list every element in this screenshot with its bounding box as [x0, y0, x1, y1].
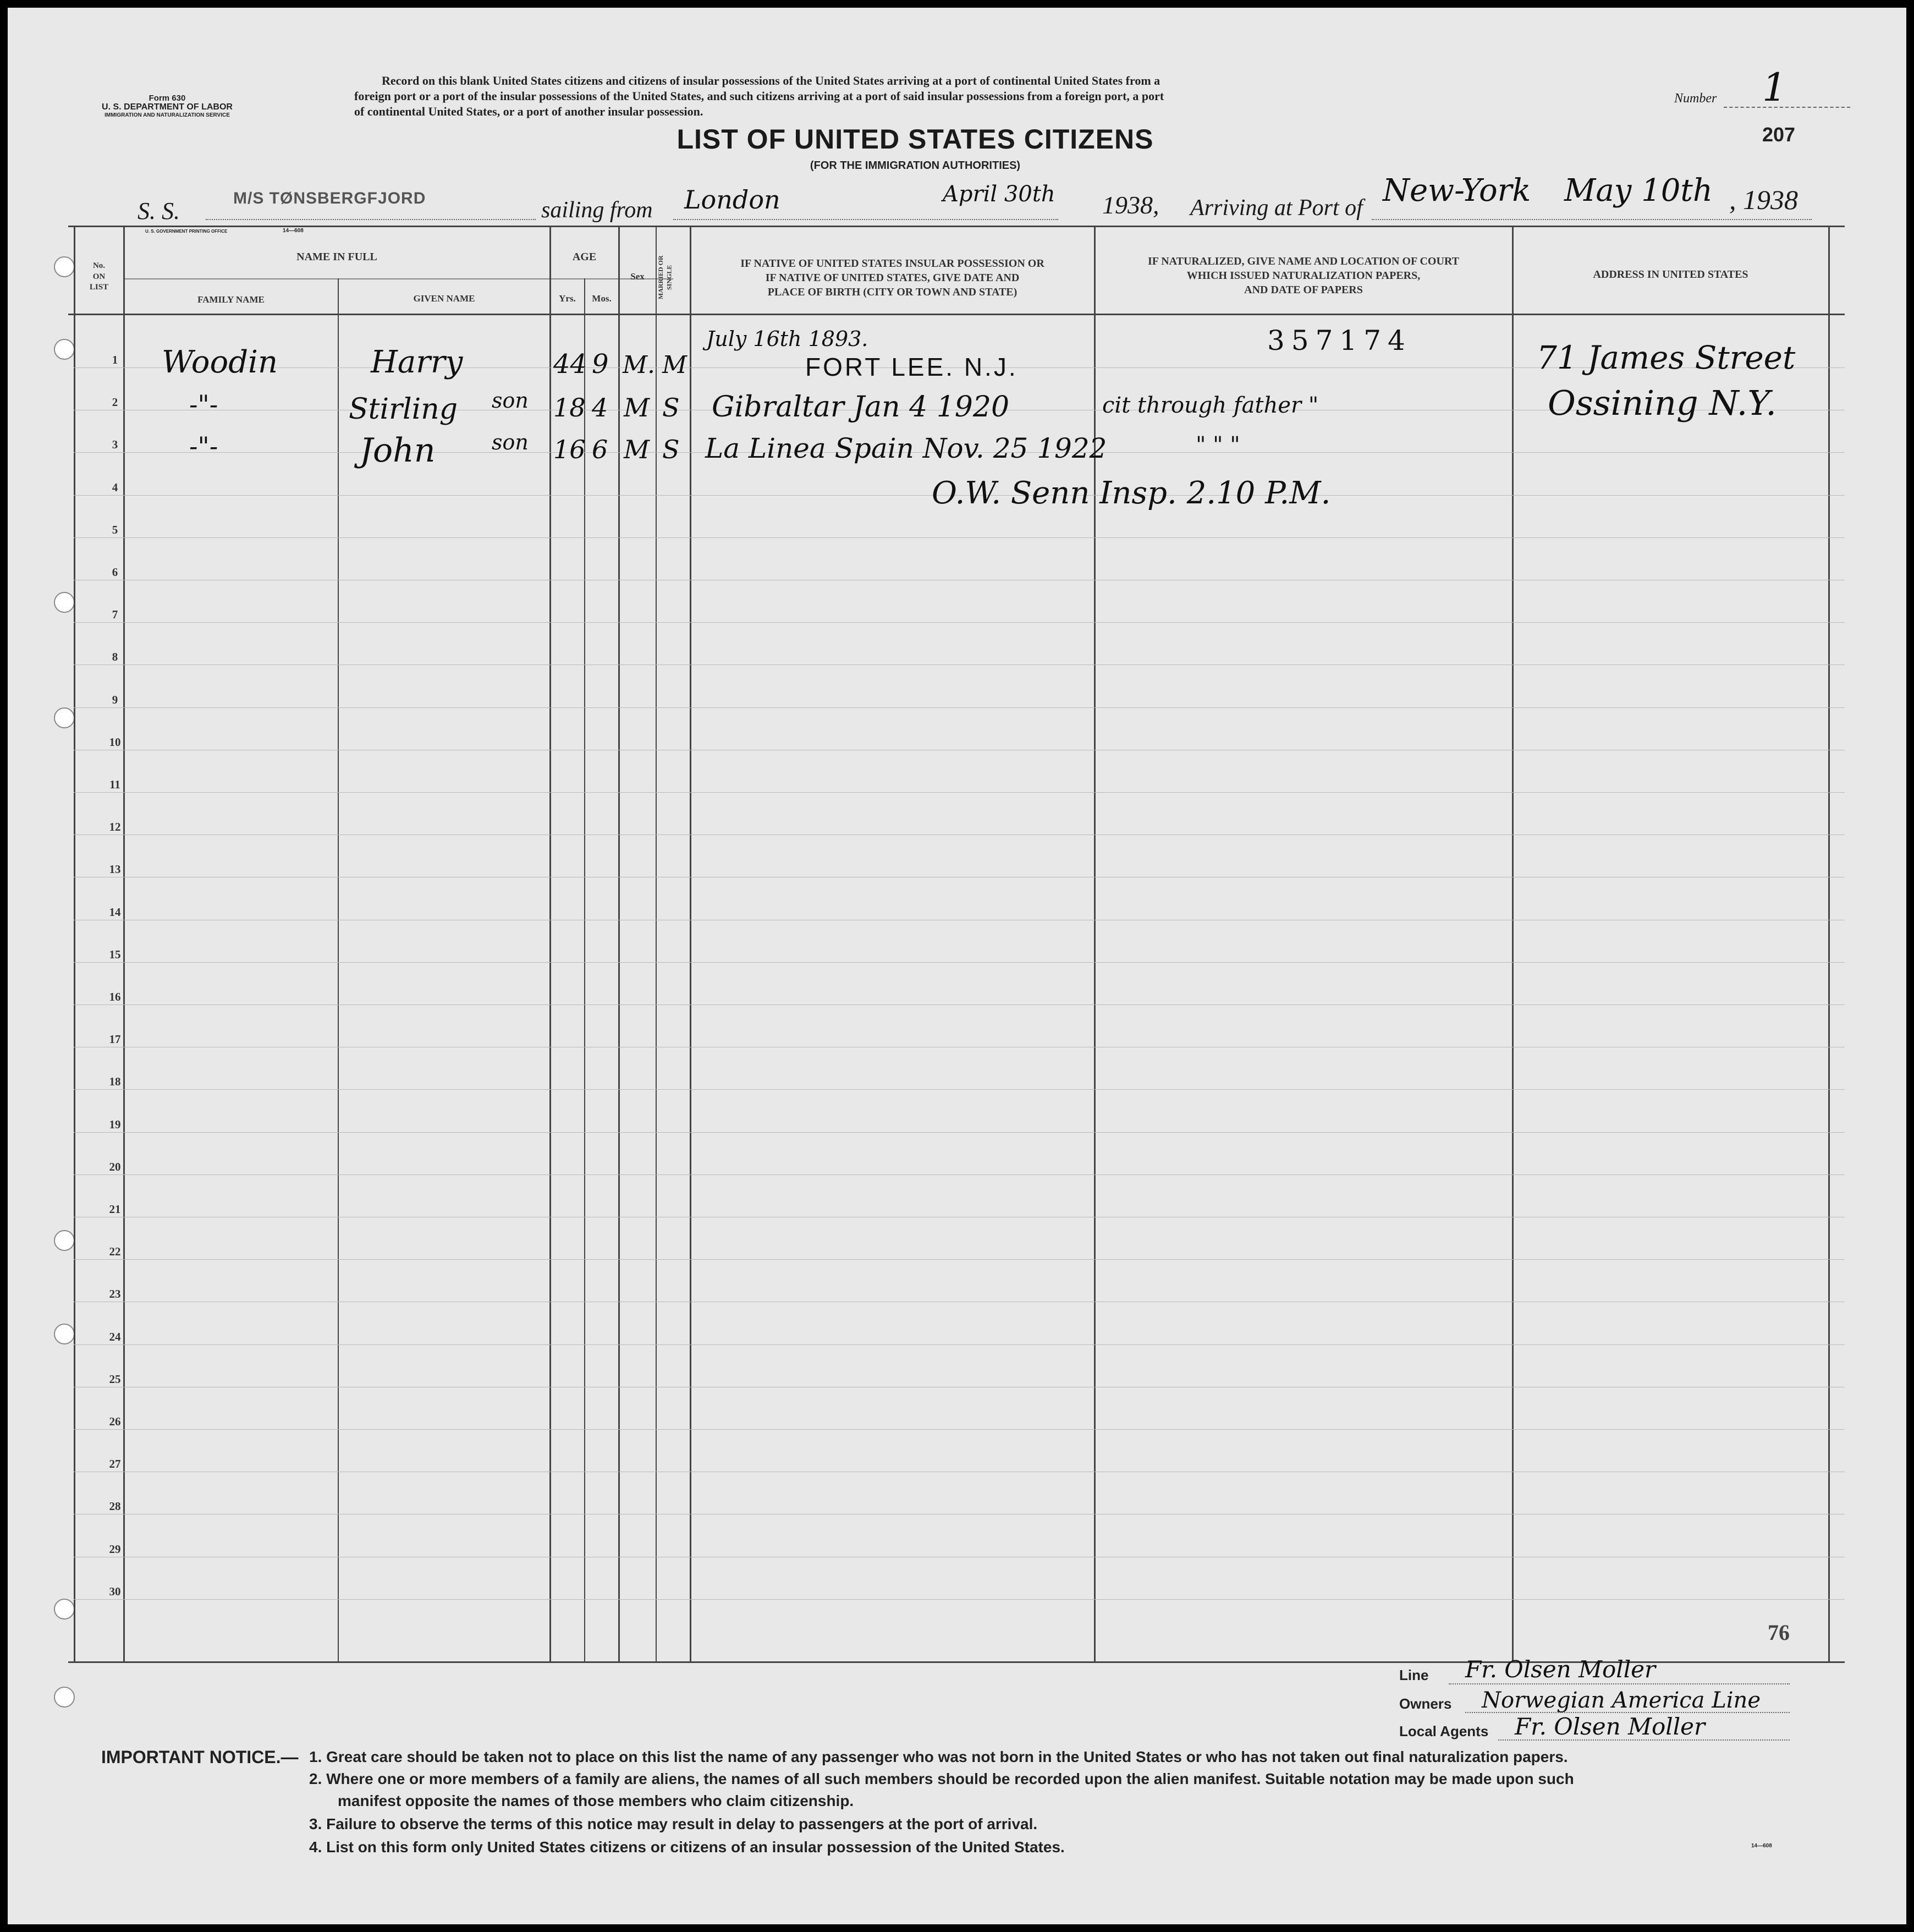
entry-1-mos: 9 — [592, 349, 609, 380]
row-number: 8 — [112, 650, 118, 664]
instruction-line-3: of continental United States, or a port of another insular possession. — [354, 105, 703, 118]
punch-hole — [54, 1599, 75, 1620]
row-number: 24 — [109, 1330, 121, 1343]
sailing-from-port: London — [684, 185, 780, 215]
row-rule — [74, 1599, 1845, 1600]
row-number: 28 — [109, 1500, 121, 1513]
arriving-label: Arriving at Port of — [1190, 195, 1363, 221]
entry-3-naturalized: " " " — [1196, 432, 1240, 458]
row-rule — [74, 537, 1845, 538]
arrival-year: , 1938 — [1729, 184, 1798, 215]
row-number: 27 — [109, 1457, 121, 1471]
entry-1-family: Woodin — [162, 344, 278, 380]
row-number: 30 — [109, 1584, 121, 1598]
notice-item-1: 1. Great care should be taken not to place on this list the name of any passenger who was not born in the United States or who has not taken out final naturalization papers. — [309, 1748, 1568, 1765]
row-number: 1 — [112, 353, 118, 366]
row-rule — [74, 962, 1845, 963]
entry-1-married: M — [662, 351, 688, 379]
row-number: 23 — [109, 1287, 121, 1301]
entry-2-married: S — [662, 393, 680, 422]
col-header-sex: Sex — [630, 271, 645, 282]
row-number: 29 — [109, 1542, 121, 1556]
notice-item-3: 3. Failure to observe the terms of this notice may result in delay to passengers at the port of arrival. — [309, 1815, 1038, 1832]
row-number: 14 — [109, 905, 121, 919]
punch-hole — [54, 1230, 75, 1251]
entry-1-naturalized: 357174 — [1267, 325, 1412, 356]
col-header-yrs: Yrs. — [559, 293, 576, 304]
row-number: 19 — [109, 1117, 121, 1131]
notice-item-2a: 2. Where one or more members of a family are aliens, the names of all such members should be recorded upon the alien manifest. Suitable notation may be made upon such — [309, 1770, 1574, 1787]
row-rule — [74, 707, 1845, 708]
entry-1-yrs: 44 — [553, 349, 587, 380]
col-header-given-name: GIVEN NAME — [413, 293, 475, 304]
col-header-address: ADDRESS IN UNITED STATES — [1593, 268, 1748, 281]
arrival-year-text: 1938 — [1743, 184, 1798, 215]
entry-2-naturalized: cit through father " — [1102, 393, 1319, 418]
row-rule — [74, 1132, 1845, 1133]
punch-hole — [54, 1687, 75, 1708]
col-header-married: MARRIED OR SINGLE — [657, 255, 673, 299]
punch-hole — [54, 1324, 75, 1344]
col-divider — [1828, 226, 1830, 1662]
form-number: Form 630 — [148, 94, 186, 103]
col-divider — [1512, 226, 1514, 1662]
agents-value: Fr. Olsen Moller — [1515, 1713, 1706, 1740]
line-label: Line — [1399, 1667, 1429, 1683]
arrival-port: New-York — [1383, 173, 1531, 208]
entry-3-mos: 6 — [592, 435, 608, 464]
arrival-date: May 10th — [1564, 173, 1713, 208]
col-header-naturalized: IF NATURALIZED, GIVE NAME AND LOCATION OF COURT WHICH ISSUED NATURALIZATION PAPERS, AND DATE OF PAPERS — [1147, 255, 1459, 296]
header-bottom-border — [68, 314, 1845, 315]
notice-item-2b: manifest opposite the names of those members who claim citizenship. — [338, 1792, 854, 1809]
row-number: 10 — [109, 735, 121, 749]
line-value: Fr. Olsen Moller — [1465, 1656, 1656, 1683]
agents-underline — [1498, 1739, 1790, 1741]
row-number: 15 — [109, 947, 121, 961]
manifest-sheet — [8, 8, 1906, 1924]
entry-3-sex: M — [624, 435, 650, 464]
printing-office: U. S. GOVERNMENT PRINTING OFFICE — [145, 229, 228, 234]
entry-1-sex: M. — [623, 351, 656, 379]
entry-3-relation: son — [492, 430, 529, 454]
entry-2-birth-place: Gibraltar Jan 4 1920 — [712, 391, 1010, 424]
entry-2-yrs: 18 — [553, 393, 586, 422]
entry-2-address: Ossining N.Y. — [1548, 383, 1777, 423]
col-divider — [549, 226, 551, 1662]
col-header-mos: Mos. — [592, 293, 612, 304]
punch-hole — [54, 256, 75, 277]
entry-1-address: 71 James Street — [1537, 339, 1796, 376]
row-rule — [74, 622, 1845, 623]
entry-1-given: Harry — [371, 344, 463, 380]
ship-underline — [206, 219, 536, 220]
row-rule — [74, 1174, 1845, 1175]
table-top-border — [68, 226, 1845, 227]
inspector-note: O.W. Senn Insp. 2.10 P.M. — [932, 475, 1331, 511]
entry-3-family: -"- — [189, 431, 218, 461]
row-number: 18 — [109, 1075, 121, 1089]
form-subtitle: (FOR THE IMMIGRATION AUTHORITIES) — [810, 160, 1021, 172]
department-name: U. S. DEPARTMENT OF LABOR — [102, 102, 233, 112]
sailing-from-label: sailing from — [541, 197, 653, 223]
number-label: Number — [1674, 91, 1717, 106]
punch-hole — [54, 592, 75, 613]
ship-name: M/S TØNSBERGFJORD — [233, 189, 426, 207]
line-underline — [1449, 1683, 1790, 1684]
depart-date: April 30th — [943, 182, 1055, 207]
punch-hole — [54, 707, 75, 728]
entry-1-birth-place: FORT LEE. N.J. — [805, 353, 1018, 381]
instruction-line-2: foreign port or a port of the insular possessions of the United States, and such citizens arriving at a port of said insular possessions from a foreign port, a port — [354, 89, 1164, 103]
entry-2-given: Stirling — [349, 393, 458, 426]
row-number: 16 — [109, 990, 121, 1003]
entry-3-yrs: 16 — [553, 435, 586, 464]
depart-year-text: 1938 — [1102, 191, 1153, 219]
row-number: 5 — [112, 523, 118, 536]
entry-3-birth-place: La Linea Spain Nov. 25 1922 — [705, 432, 1107, 464]
row-number: 4 — [112, 480, 118, 494]
number-value: 1 — [1762, 65, 1787, 110]
entry-3-married: S — [662, 435, 680, 464]
notice-heading: IMPORTANT NOTICE.— — [101, 1747, 299, 1767]
printing-code: 14—608 — [283, 228, 304, 234]
ss-label: S. S. — [138, 197, 180, 224]
agents-label: Local Agents — [1399, 1723, 1489, 1739]
row-rule — [74, 792, 1845, 793]
row-number: 11 — [109, 778, 120, 791]
punch-hole — [54, 339, 75, 360]
service-name: IMMIGRATION AND NATURALIZATION SERVICE — [105, 112, 230, 118]
col-divider — [338, 278, 339, 1662]
instruction-line-1: Record on this blank United States citizens and citizens of insular possessions of the United States arriving at a port of continental United States from a — [382, 74, 1160, 87]
col-header-birth: IF NATIVE OF UNITED STATES INSULAR POSSESSION OR IF NATIVE OF UNITED STATES, GIVE DATE AND PLACE OF BIRTH (CITY OR TOWN AND STATE) — [740, 257, 1044, 298]
col-header-family-name: FAMILY NAME — [197, 294, 265, 305]
entry-2-sex: M — [624, 393, 650, 422]
row-number: 22 — [109, 1245, 121, 1259]
row-number: 26 — [109, 1415, 121, 1428]
row-rule — [74, 1429, 1845, 1430]
row-rule — [74, 1344, 1845, 1345]
corner-stamp: 76 — [1768, 1620, 1790, 1645]
col-divider — [584, 278, 585, 1662]
entry-2-relation: son — [492, 388, 529, 413]
row-number: 12 — [109, 820, 121, 834]
row-number: 13 — [109, 863, 121, 876]
col-divider — [656, 226, 657, 1662]
notice-item-4: 4. List on this form only United States citizens or citizens of an insular possession of the United States. — [309, 1838, 1065, 1856]
entry-2-family: -"- — [189, 389, 218, 419]
col-divider — [690, 226, 691, 1662]
row-number: 17 — [109, 1033, 121, 1046]
row-number: 20 — [109, 1160, 121, 1173]
row-number: 21 — [109, 1203, 121, 1216]
owners-label: Owners — [1399, 1695, 1452, 1712]
row-number: 7 — [112, 608, 118, 622]
number-underline — [1724, 107, 1850, 108]
entry-3-given: John — [360, 431, 436, 470]
col-header-age: AGE — [572, 251, 597, 263]
row-number: 6 — [112, 566, 118, 579]
col-divider — [618, 226, 620, 1662]
row-number: 25 — [109, 1372, 121, 1386]
row-number: 3 — [112, 438, 118, 452]
header-subrule — [123, 278, 673, 279]
depart-year: 1938, — [1102, 191, 1159, 219]
row-rule — [74, 1089, 1845, 1090]
col-divider — [74, 226, 75, 1662]
row-number: 9 — [112, 693, 118, 706]
owners-value: Norwegian America Line — [1482, 1688, 1761, 1713]
col-header-no: No. ON LIST — [89, 261, 109, 292]
row-rule — [74, 1259, 1845, 1260]
entry-2-mos: 4 — [592, 393, 608, 422]
entry-1-birth-date: July 16th 1893. — [706, 327, 868, 351]
form-title: LIST OF UNITED STATES CITIZENS — [676, 124, 1154, 155]
bottom-code: 14—608 — [1751, 1843, 1772, 1849]
arrival-underline — [1372, 219, 1812, 220]
row-number: 2 — [112, 396, 118, 409]
page-number: 207 — [1762, 123, 1796, 146]
col-header-name-in-full: NAME IN FULL — [296, 251, 377, 263]
sailing-underline — [673, 219, 1058, 220]
